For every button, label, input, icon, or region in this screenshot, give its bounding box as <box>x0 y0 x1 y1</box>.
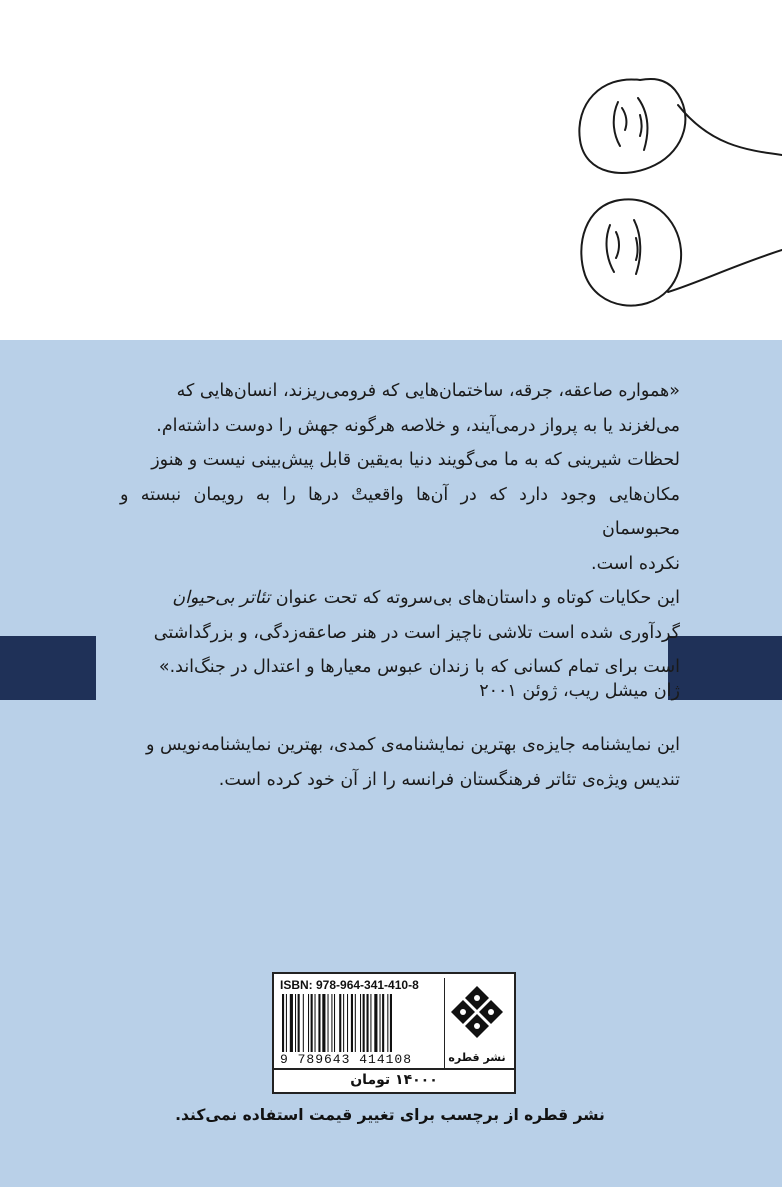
barcode-bar <box>315 994 316 1052</box>
awards-line-2: تندیس ویژه‌ی تئاتر فرهنگستان فرانسه را از آن خود کرده است. <box>218 769 680 790</box>
barcode-digits: 9 789643 414108 <box>280 1052 413 1067</box>
barcode-bar <box>355 994 356 1052</box>
barcode-bar <box>328 994 329 1052</box>
book-title-italic: تئاتر بی‌حیوان <box>172 588 271 608</box>
barcode-bar <box>380 994 381 1052</box>
left-navy-bar <box>0 636 96 700</box>
back-cover-quote <box>120 374 680 685</box>
barcode-bar <box>367 994 369 1052</box>
barcode-bar <box>286 994 287 1052</box>
publisher-name: نشر قطره <box>448 1051 506 1064</box>
barcode-bar <box>382 994 384 1052</box>
quote-line-7: گردآوری شده است تلاشی ناچیز است در هنر صاعقه‌زدگی، و بزرگداشتی <box>153 622 680 643</box>
barcode-bar <box>298 994 300 1052</box>
price-notice: نشر قطره از برچسب برای تغییر قیمت استفاده نمی‌کند. <box>175 1106 605 1124</box>
price: ۱۴۰۰۰ تومان <box>274 1068 514 1092</box>
publisher-logo-icon <box>445 978 509 1048</box>
barcode-bar <box>339 994 341 1052</box>
author-signature: ژان میشل ریب، ژوئن ۲۰۰۱ <box>479 681 680 701</box>
barcode-bar <box>303 994 304 1052</box>
quote-line-8: است برای تمام کسانی که با زندان عبوس معیارها و اعتدال در جنگ‌اند.» <box>158 657 680 677</box>
barcode-bar <box>343 994 344 1052</box>
barcode-bar <box>360 994 361 1052</box>
isbn-text: ISBN: 978-964-341-410-8 <box>280 978 419 992</box>
barcode-bar <box>311 994 313 1052</box>
quote-line-5: نکرده است. <box>591 553 680 574</box>
barcode-bar <box>295 994 296 1052</box>
barcode-image <box>280 994 436 1052</box>
barcode-bar <box>347 994 348 1052</box>
barcode-label <box>272 972 516 1094</box>
right-navy-bar <box>668 636 782 700</box>
barcode-bar <box>363 994 365 1052</box>
barcode-bar <box>318 994 320 1052</box>
publisher-logo <box>444 978 509 1068</box>
quote-line-1: «همواره صاعقه، جرقه، ساختمان‌هایی که فرومی‌ریزند، انسان‌هایی که <box>176 381 680 401</box>
barcode-bar <box>351 994 353 1052</box>
barcode-bar <box>290 994 293 1052</box>
barcode-bar <box>390 994 392 1052</box>
barcode-bar <box>334 994 335 1052</box>
awards-line-1: این نمایشنامه جایزه‌ی بهترین نمایشنامه‌ی کمدی، بهترین نمایشنامه‌نویس و <box>146 735 680 755</box>
barcode-bar <box>308 994 309 1052</box>
quote-line-2: می‌لغزند یا به پرواز درمی‌آیند، و خلاصه هرگونه جهش را دوست داشته‌ام. <box>156 415 680 436</box>
barcode-bar <box>374 994 377 1052</box>
barcode-bar <box>370 994 371 1052</box>
quote-second-para-prefix: این حکایات کوتاه و داستان‌های بی‌سروته که تحت عنوان <box>275 588 680 608</box>
barcode-bar <box>322 994 325 1052</box>
quote-second-para-first-line <box>120 581 680 616</box>
awards-paragraph <box>120 728 680 797</box>
quote-line-3: لحظات شیرینی که به ما می‌گویند دنیا به‌یقین قابل پیش‌بینی نیست و هنوز <box>151 450 680 470</box>
barcode-bar <box>387 994 388 1052</box>
quote-line-4: مکان‌هایی وجود دارد که در آن‌ها واقعیتْ درها را به رویمان نبسته و محبوسمان <box>120 484 680 539</box>
cover-top-area <box>0 0 782 340</box>
barcode-bar <box>331 994 332 1052</box>
faces-illustration <box>560 60 782 325</box>
barcode-bar <box>282 994 284 1052</box>
